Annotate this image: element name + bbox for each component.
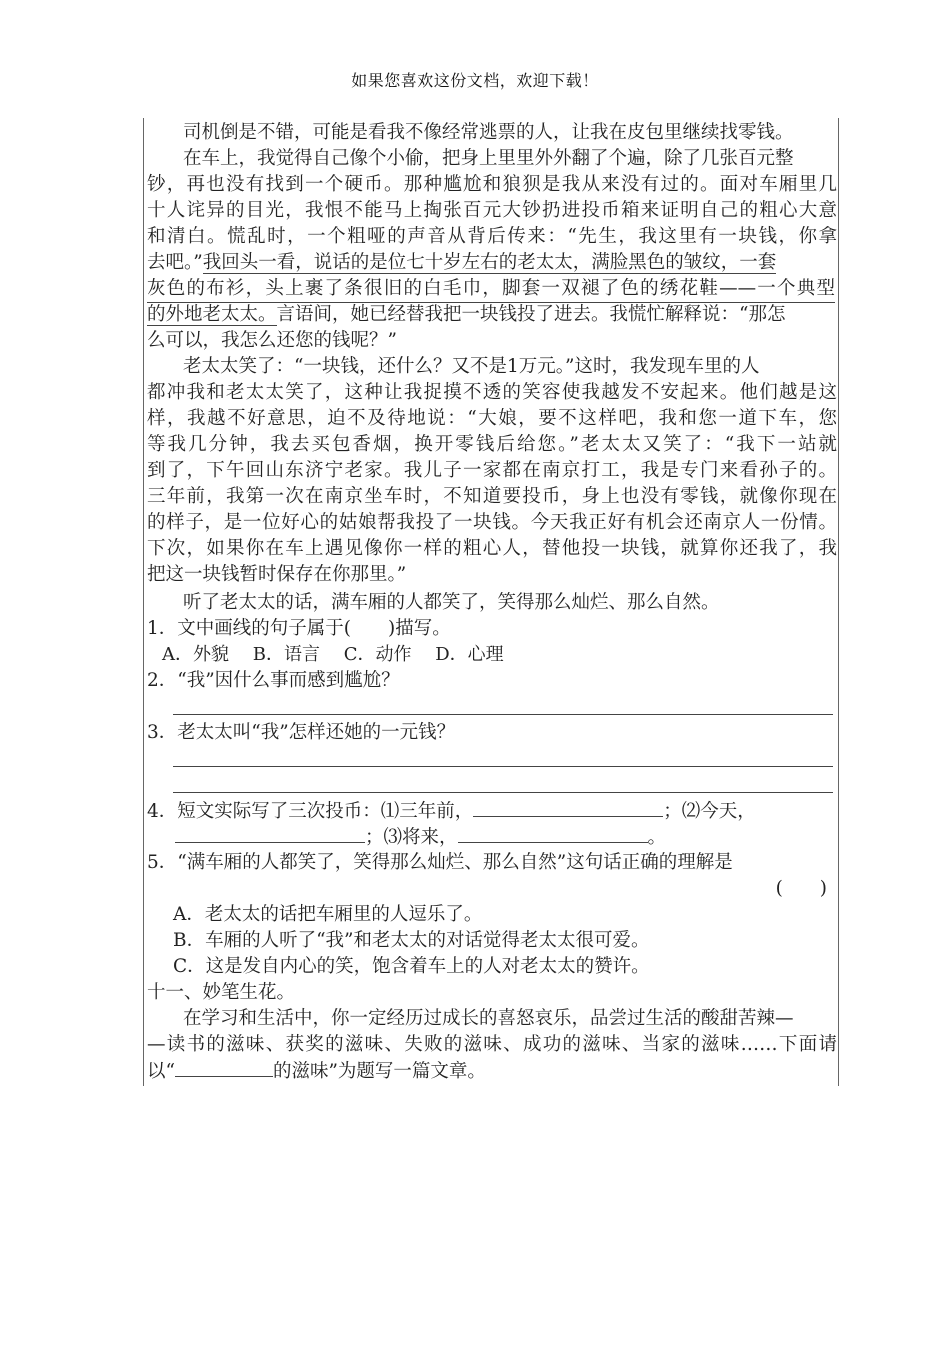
title-blank: [175, 1058, 273, 1077]
underlined-sentence: 的外地老太太。: [147, 304, 277, 325]
answer-line: [173, 714, 833, 715]
option-b: B．语言: [252, 644, 320, 665]
passage-line: 和清白。慌乱时，一个粗哑的声音从背后传来：“先生，我这里有一块钱，你拿: [147, 226, 837, 247]
underlined-sentence: 我回头一看，说话的是位七十岁左右的老太太，满脸黑色的皱纹，一套: [202, 252, 777, 273]
passage-line: 司机倒是不错，可能是看我不像经常逃票的人，让我在皮包里继续找零钱。: [183, 122, 794, 143]
passage-line: 的样子，是一位好心的姑娘帮我投了一块钱。今天我正好有机会还南京人一份情。: [147, 512, 837, 533]
passage-line: 钞，再也没有找到一个硬币。那种尴尬和狼狈是我从来没有过的。面对车厢里几: [147, 174, 837, 195]
question-4-part-2: ；⑵今天，: [663, 801, 756, 822]
answer-line: [173, 792, 833, 793]
q5-option-a: A．老太太的话把车厢里的人逗乐了。: [173, 904, 483, 925]
underlined-sentence: 灰色的布衫，头上裹了条很旧的白毛巾，脚套一双褪了色的绣花鞋——一个典型: [147, 276, 835, 303]
question-4-part-4: 。: [647, 827, 667, 848]
composition-line-suffix: 的滋味”为题写一篇文章。: [272, 1061, 486, 1082]
passage-line: 等我几分钟，我去买包香烟，换开零钱后给您。”老太太又笑了：“我下一站就: [147, 434, 837, 455]
option-a: A．外貌: [162, 644, 229, 665]
passage-line: 样，我越不好意思，迫不及待地说：“大娘，要不这样吧，我和您一道下车，您: [147, 408, 837, 429]
passage-line: 去吧。”: [147, 252, 203, 273]
passage-line: 在车上，我觉得自己像个小偷，把身上里里外外翻了个遍，除了几张百元整: [183, 148, 794, 169]
passage-line: 老太太笑了：“一块钱，还什么？又不是1万元。”这时，我发现车里的人: [183, 356, 760, 377]
option-d: D．心理: [435, 644, 504, 665]
answer-line: [173, 766, 833, 767]
q5-option-b: B．车厢的人听了“我”和老太太的对话觉得老太太很可爱。: [173, 930, 650, 951]
question-4-continued: [147, 824, 837, 850]
question-5: 5．“满车厢的人都笑了，笑得那么灿烂、那么自然”这句话正确的理解是: [147, 852, 733, 873]
composition-line-prefix: 以“: [147, 1061, 175, 1082]
passage-line: 听了老太太的话，满车厢的人都笑了，笑得那么灿烂、那么自然。: [183, 592, 720, 613]
q5-option-c: C．这是发自内心的笑，饱含着车上的人对老太太的赞许。: [173, 956, 650, 977]
composition-line: 在学习和生活中，你一定经历过成长的喜怒哀乐，品尝过生活的酸甜苦辣—: [183, 1008, 794, 1029]
question-4-part-1: 4．短文实际写了三次投币：⑴三年前，: [147, 801, 474, 822]
question-4-part-3: ；⑶将来，: [365, 827, 458, 848]
blank-1: [473, 798, 663, 817]
passage-line: 到了，下午回山东济宁老家。我儿子一家都在南京打工，我是专门来看孙子的。: [147, 460, 837, 481]
option-c: C．动作: [343, 644, 412, 665]
section-heading: 十一、妙笔生花。: [147, 982, 296, 1003]
blank-3: [458, 824, 648, 843]
composition-line: —读书的滋味、获奖的滋味、失败的滋味、成功的滋味、当家的滋味……下面请: [147, 1034, 837, 1055]
question-4: [147, 798, 837, 824]
page-header: 如果您喜欢这份文档，欢迎下载！: [351, 71, 599, 90]
question-1: 1．文中画线的句子属于( )描写。: [147, 618, 451, 639]
passage-line: 三年前，我第一次在南京坐车时，不知道要投币，身上也没有零钱，就像你现在: [147, 486, 837, 507]
passage-line: 都冲我和老太太笑了，这种让我捉摸不透的笑容使我越发不安起来。他们越是这: [147, 382, 837, 403]
question-1-options: [162, 642, 522, 668]
composition-prompt: [147, 1058, 837, 1084]
blank-2: [175, 824, 365, 843]
question-3: 3．老太太叫“我”怎样还她的一元钱？: [147, 722, 456, 743]
passage-line: 十人诧异的目光，我恨不能马上掏张百元大钞扔进投币箱来证明自己的粗心大意: [147, 200, 837, 221]
answer-parentheses: ( ): [775, 878, 827, 899]
passage-line: 么可以，我怎么还您的钱呢？”: [147, 330, 397, 351]
passage-line: 下次，如果你在车上遇见像你一样的粗心人，替他投一块钱，就算你还我了，我: [147, 538, 837, 559]
passage-line: 把这一块钱暂时保存在你那里。”: [147, 564, 407, 585]
question-2: 2．“我”因什么事而感到尴尬？: [147, 670, 400, 691]
passage-line: 言语间，她已经替我把一块钱投了进去。我慌忙解释说：“那怎: [276, 304, 786, 325]
